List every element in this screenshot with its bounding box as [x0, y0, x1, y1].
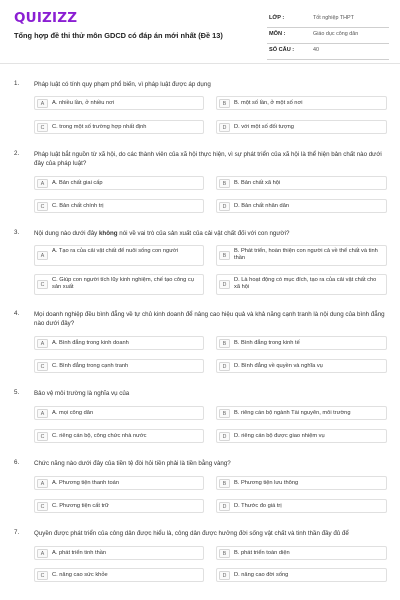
option-d[interactable]: [216, 120, 387, 134]
quizizz-logo: QUIZIZZ: [14, 10, 78, 26]
option-text: D. Thước đo giá trị: [234, 503, 282, 509]
question-number: 6.: [14, 459, 20, 466]
option-letter: A: [37, 99, 48, 108]
option-d[interactable]: [216, 429, 387, 443]
option-letter: B: [219, 409, 230, 418]
option-letter: B: [219, 549, 230, 558]
option-letter: A: [37, 479, 48, 488]
question-text: Pháp luật có tính quy phạm phổ biến, vì pháp luật được áp dụng: [34, 81, 211, 88]
question-text: Chức năng nào dưới đây của tiền tệ đòi hỏi tiền phải là tiền bằng vàng?: [34, 460, 231, 467]
option-d[interactable]: [216, 199, 387, 213]
question-text: Nội dung nào dưới đây không nói về vai trò của sản xuất của cải vật chất đối với con người?: [34, 230, 290, 237]
option-letter: D: [219, 362, 230, 371]
option-letter: C: [37, 362, 48, 371]
option-letter: B: [219, 339, 230, 348]
option-text: C. trong một số trường hợp nhất định: [52, 124, 147, 130]
option-b[interactable]: [216, 245, 387, 266]
option-text: D. với một số đối tượng: [234, 124, 294, 130]
option-b[interactable]: [216, 96, 387, 110]
option-letter: A: [37, 339, 48, 348]
option-letter: C: [37, 202, 48, 211]
option-letter: B: [219, 251, 230, 260]
question-number: 1.: [14, 80, 20, 87]
page-title: Tổng hợp đề thi thử môn GDCD có đáp án mới nhất (Đề 13): [14, 31, 223, 40]
option-text: B. Bản chất xã hội: [234, 180, 281, 186]
option-letter: B: [219, 99, 230, 108]
option-text: A. Bản chất giai cấp: [52, 180, 103, 186]
option-text: C. Giúp con người tích lũy kinh nghiệm, chế tạo công cụ sản xuất: [52, 277, 194, 291]
option-c[interactable]: [34, 199, 204, 213]
header-divider: [0, 63, 400, 64]
meta-key: SỐ CÂU :: [269, 47, 295, 53]
option-c[interactable]: [34, 499, 204, 513]
question-text: Mọi doanh nghiệp đều bình đẳng về tự chủ kinh doanh để nâng cao hiệu quả và khả năng cạnh tranh là nội dung của bình đẳng nào dưới đây?: [34, 311, 385, 327]
option-letter: A: [37, 549, 48, 558]
option-b[interactable]: [216, 176, 387, 190]
meta-key: MÔN :: [269, 31, 286, 37]
option-b[interactable]: [216, 546, 387, 560]
option-d[interactable]: [216, 274, 387, 295]
option-d[interactable]: [216, 568, 387, 582]
option-a[interactable]: [34, 96, 204, 110]
option-a[interactable]: [34, 546, 204, 560]
option-letter: D: [219, 123, 230, 132]
option-letter: B: [219, 179, 230, 188]
meta-value: Giáo dục công dân: [313, 31, 359, 37]
option-text: A. nhiều lần, ở nhiều nơi: [52, 100, 115, 106]
option-text: C. riêng cán bộ, công chức nhà nước: [52, 433, 147, 439]
option-letter: C: [37, 571, 48, 580]
option-letter: A: [37, 179, 48, 188]
option-letter: C: [37, 280, 48, 289]
question-number: 4.: [14, 310, 20, 317]
option-text: A. Tạo ra của cải vật chất để nuôi sống con người: [52, 248, 178, 254]
question-number: 5.: [14, 389, 20, 396]
option-text: D. Bản chất nhân dân: [234, 203, 290, 209]
option-letter: A: [37, 251, 48, 260]
option-a[interactable]: [34, 245, 204, 266]
meta-value: Tốt nghiệp THPT: [313, 15, 354, 21]
option-text: C. Phương tiện cất trữ: [52, 503, 109, 509]
option-c[interactable]: [34, 568, 204, 582]
meta-row-count: [267, 44, 389, 60]
meta-row-grade: [267, 12, 389, 28]
option-c[interactable]: [34, 359, 204, 373]
option-text: B. Phát triển, hoàn thiện con người cả về thể chất và tinh thần: [234, 248, 378, 262]
option-b[interactable]: [216, 406, 387, 420]
question-text: Quyền được phát triển của công dân được hiểu là, công dân được hưởng đời sống vật chất và tinh thần đầy đủ để: [34, 530, 349, 537]
option-text: A. Phương tiện thanh toán: [52, 480, 119, 486]
question-text: Bảo vệ môi trường là nghĩa vụ của: [34, 390, 130, 397]
option-letter: D: [219, 502, 230, 511]
option-text: B. phát triển toàn diện: [234, 550, 290, 556]
option-text: D. riêng cán bộ được giao nhiệm vụ: [234, 433, 325, 439]
option-text: C. nâng cao sức khỏe: [52, 572, 108, 578]
option-text: B. Bình đẳng trong kinh tế: [234, 340, 300, 346]
option-text: B. riêng cán bộ ngành Tài nguyên, môi trường: [234, 410, 351, 416]
option-c[interactable]: [34, 429, 204, 443]
option-text: D. nâng cao đời sống: [234, 572, 289, 578]
option-text: B. Phương tiện lưu thông: [234, 480, 299, 486]
option-a[interactable]: [34, 336, 204, 350]
option-letter: C: [37, 123, 48, 132]
option-text: A. phát triển tinh thần: [52, 550, 107, 556]
option-text: D. Bình đẳng về quyền và nghĩa vụ: [234, 363, 323, 369]
option-letter: B: [219, 479, 230, 488]
document-header: [0, 0, 400, 62]
meta-table: [267, 12, 389, 60]
option-a[interactable]: [34, 476, 204, 490]
option-text: C. Bình đẳng trong cạnh tranh: [52, 363, 129, 369]
meta-value: 40: [313, 47, 319, 53]
option-letter: D: [219, 571, 230, 580]
option-a[interactable]: [34, 176, 204, 190]
option-letter: C: [37, 432, 48, 441]
option-text: D. Là hoạt động có mục đích, tạo ra của cải vật chất cho xã hội: [234, 277, 377, 291]
option-text: C. Bản chất chính trị: [52, 203, 104, 209]
meta-key: LỚP :: [269, 15, 285, 21]
option-c[interactable]: [34, 120, 204, 134]
question-number: 3.: [14, 229, 20, 236]
meta-row-subject: [267, 28, 389, 44]
question-number: 7.: [14, 529, 20, 536]
option-d[interactable]: [216, 359, 387, 373]
option-a[interactable]: [34, 406, 204, 420]
option-text: A. mọi công dân: [52, 410, 94, 416]
option-text: A. Bình đẳng trong kinh doanh: [52, 340, 129, 346]
option-letter: D: [219, 280, 230, 289]
option-d[interactable]: [216, 499, 387, 513]
option-c[interactable]: [34, 274, 204, 295]
emphasis-word: không: [98, 230, 118, 237]
option-text: B. một số lần, ở một số nơi: [234, 100, 303, 106]
option-letter: D: [219, 202, 230, 211]
option-letter: A: [37, 409, 48, 418]
option-letter: D: [219, 432, 230, 441]
question-text: Pháp luật bắt nguồn từ xã hội, do các thành viên của xã hội thực hiện, vì sự phát triển của xã hội là thể hiện bản chất nào dưới đây của pháp luật?: [34, 151, 382, 167]
option-b[interactable]: [216, 336, 387, 350]
question-number: 2.: [14, 150, 20, 157]
option-b[interactable]: [216, 476, 387, 490]
option-letter: C: [37, 502, 48, 511]
